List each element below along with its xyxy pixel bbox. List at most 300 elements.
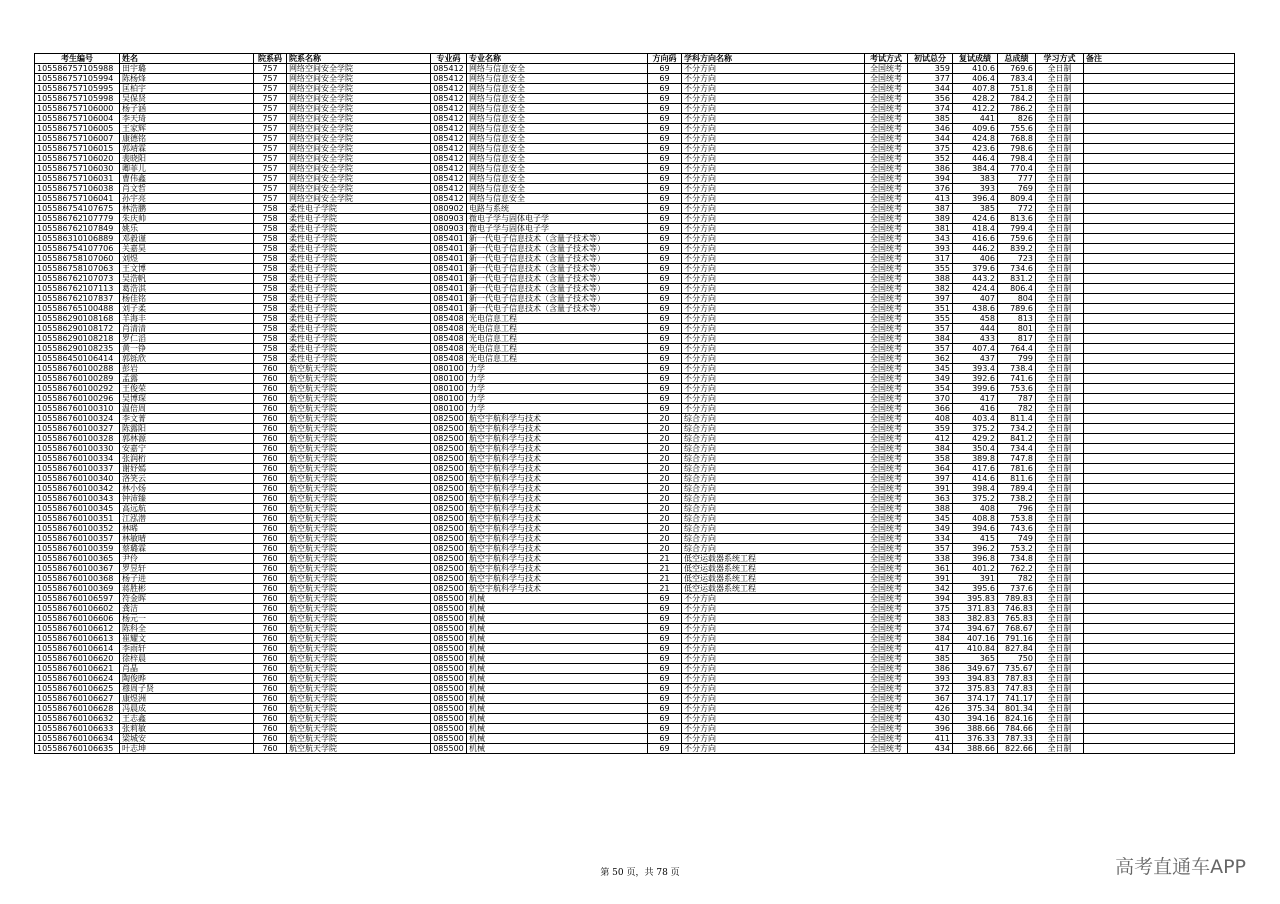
table-row — [35, 614, 1235, 624]
table-cell: 全国统考 — [865, 464, 908, 474]
table-cell: 全国统考 — [865, 454, 908, 464]
table-row — [35, 734, 1235, 744]
table-cell: 全日制 — [1036, 574, 1084, 584]
table-cell: 804 — [998, 294, 1036, 304]
table-cell: 105586760106612 — [35, 624, 120, 634]
table-cell: 20 — [648, 494, 682, 504]
table-cell: 航空航天学院 — [287, 644, 431, 654]
table-row — [35, 414, 1235, 424]
table-cell: 光电信息工程 — [467, 354, 648, 364]
table-cell: 085500 — [431, 604, 467, 614]
table-cell: 446.4 — [953, 154, 998, 164]
table-cell: 105586760100327 — [35, 424, 120, 434]
table-cell: 全日制 — [1036, 254, 1084, 264]
table-cell: 399.6 — [953, 384, 998, 394]
table-cell: 69 — [648, 364, 682, 374]
table-cell: 航空航天学院 — [287, 474, 431, 484]
table-cell: 网络与信息安全 — [467, 104, 648, 114]
table-cell: 航空航天学院 — [287, 494, 431, 504]
table-cell: 760 — [254, 484, 287, 494]
table-cell: 机械 — [467, 704, 648, 714]
table-cell: 105586760100289 — [35, 374, 120, 384]
table-cell: 不分方向 — [682, 124, 865, 134]
table-cell — [1084, 554, 1235, 564]
table-cell: 力学 — [467, 384, 648, 394]
table-cell: 741.6 — [998, 374, 1036, 384]
table-cell: 757 — [254, 174, 287, 184]
table-cell: 753.8 — [998, 514, 1036, 524]
table-cell: 375.2 — [953, 424, 998, 434]
table-cell: 柔性电子学院 — [287, 294, 431, 304]
table-cell — [1084, 534, 1235, 544]
table-cell: 全日制 — [1036, 684, 1084, 694]
table-cell: 陈科全 — [120, 624, 254, 634]
table-cell: 网络与信息安全 — [467, 164, 648, 174]
table-cell: 69 — [648, 264, 682, 274]
table-cell: 全国统考 — [865, 204, 908, 214]
table-cell: 光电信息工程 — [467, 324, 648, 334]
table-cell: 085500 — [431, 594, 467, 604]
table-cell — [1084, 654, 1235, 664]
table-cell: 105586760100367 — [35, 564, 120, 574]
table-row — [35, 554, 1235, 564]
table-cell: 783.4 — [998, 74, 1036, 84]
table-cell: 69 — [648, 204, 682, 214]
table-cell: 334 — [908, 534, 953, 544]
col-header: 考试方式 — [865, 54, 908, 64]
table-cell: 柔性电子学院 — [287, 314, 431, 324]
table-row — [35, 654, 1235, 664]
table-cell: 760 — [254, 534, 287, 544]
table-cell: 全日制 — [1036, 164, 1084, 174]
table-cell: 349.67 — [953, 664, 998, 674]
table-cell: 龚洁 — [120, 604, 254, 614]
table-cell: 航空宇航科学与技术 — [467, 534, 648, 544]
table-cell: 全国统考 — [865, 294, 908, 304]
table-cell: 全日制 — [1036, 204, 1084, 214]
table-cell: 395.6 — [953, 584, 998, 594]
table-cell: 085500 — [431, 634, 467, 644]
table-cell: 386 — [908, 664, 953, 674]
table-cell: 801 — [998, 324, 1036, 334]
col-header: 备注 — [1084, 54, 1235, 64]
table-cell: 全国统考 — [865, 744, 908, 754]
table-cell: 760 — [254, 374, 287, 384]
table-cell — [1084, 414, 1235, 424]
table-cell: 全日制 — [1036, 494, 1084, 504]
table-row — [35, 224, 1235, 234]
table-cell: 全日制 — [1036, 424, 1084, 434]
table-cell: 758 — [254, 264, 287, 274]
table-cell: 414.6 — [953, 474, 998, 484]
table-cell: 408.8 — [953, 514, 998, 524]
table-cell: 786.2 — [998, 104, 1036, 114]
table-cell: 网络空间安全学院 — [287, 154, 431, 164]
table-row — [35, 664, 1235, 674]
table-cell: 375.34 — [953, 704, 998, 714]
table-cell: 梁城安 — [120, 734, 254, 744]
table-cell: 全国统考 — [865, 444, 908, 454]
table-cell: 航空宇航科学与技术 — [467, 554, 648, 564]
table-cell: 69 — [648, 124, 682, 134]
table-cell: 机械 — [467, 644, 648, 654]
table-cell: 全日制 — [1036, 464, 1084, 474]
table-cell — [1084, 394, 1235, 404]
table-cell: 69 — [648, 184, 682, 194]
table-cell: 林浩鹏 — [120, 204, 254, 214]
table-cell: 417.6 — [953, 464, 998, 474]
table-cell: 田宇璐 — [120, 64, 254, 74]
table-row — [35, 364, 1235, 374]
table-cell: 柔性电子学院 — [287, 284, 431, 294]
table-cell: 航空航天学院 — [287, 554, 431, 564]
table-cell: 811.4 — [998, 414, 1036, 424]
table-cell: 352 — [908, 154, 953, 164]
table-cell: 航空宇航科学与技术 — [467, 454, 648, 464]
table-cell — [1084, 274, 1235, 284]
table-cell: 全国统考 — [865, 604, 908, 614]
table-cell: 408 — [908, 414, 953, 424]
table-cell: 全日制 — [1036, 324, 1084, 334]
table-cell — [1084, 444, 1235, 454]
table-cell: 394.67 — [953, 624, 998, 634]
table-cell: 817 — [998, 334, 1036, 344]
table-cell: 085412 — [431, 74, 467, 84]
table-cell: 全国统考 — [865, 94, 908, 104]
table-cell: 全国统考 — [865, 84, 908, 94]
table-cell: 831.2 — [998, 274, 1036, 284]
table-cell: 396.8 — [953, 554, 998, 564]
table-cell: 357 — [908, 544, 953, 554]
table-cell: 782 — [998, 574, 1036, 584]
table-cell: 105586760106627 — [35, 694, 120, 704]
table-cell: 082500 — [431, 444, 467, 454]
table-cell: 航空航天学院 — [287, 514, 431, 524]
table-cell: 760 — [254, 554, 287, 564]
table-cell — [1084, 294, 1235, 304]
table-cell: 航空航天学院 — [287, 674, 431, 684]
table-cell: 综合方向 — [682, 514, 865, 524]
table-cell: 416.6 — [953, 234, 998, 244]
table-row — [35, 494, 1235, 504]
table-cell — [1084, 514, 1235, 524]
table-cell: 446.2 — [953, 244, 998, 254]
table-cell: 不分方向 — [682, 744, 865, 754]
table-cell: 综合方向 — [682, 484, 865, 494]
table-cell — [1084, 134, 1235, 144]
table-cell: 全国统考 — [865, 264, 908, 274]
table-cell: 317 — [908, 254, 953, 264]
table-cell: 388.66 — [953, 744, 998, 754]
table-cell: 20 — [648, 534, 682, 544]
table-cell: 813 — [998, 314, 1036, 324]
table-cell: 782 — [998, 404, 1036, 414]
table-cell: 全国统考 — [865, 174, 908, 184]
table-cell: 全日制 — [1036, 84, 1084, 94]
table-cell: 航空宇航科学与技术 — [467, 484, 648, 494]
table-cell — [1084, 124, 1235, 134]
table-cell: 105586762107073 — [35, 274, 120, 284]
table-cell — [1084, 734, 1235, 744]
table-cell: 760 — [254, 414, 287, 424]
table-cell: 772 — [998, 204, 1036, 214]
table-cell: 网络空间安全学院 — [287, 114, 431, 124]
table-cell: 不分方向 — [682, 104, 865, 114]
table-cell: 406 — [953, 254, 998, 264]
table-cell: 082500 — [431, 504, 467, 514]
table-cell: 冯晨成 — [120, 704, 254, 714]
table-cell: 364 — [908, 464, 953, 474]
table-cell: 全日制 — [1036, 394, 1084, 404]
table-row — [35, 204, 1235, 214]
table-cell: 全日制 — [1036, 614, 1084, 624]
table-cell: 760 — [254, 654, 287, 664]
table-cell: 105586757105994 — [35, 74, 120, 84]
table-cell: 370 — [908, 394, 953, 404]
table-cell: 105586760106632 — [35, 714, 120, 724]
table-cell: 388.66 — [953, 724, 998, 734]
table-cell: 69 — [648, 334, 682, 344]
table-cell: 裴晓阳 — [120, 154, 254, 164]
table-cell: 安嘉宁 — [120, 444, 254, 454]
table-cell: 彭岩 — [120, 364, 254, 374]
table-cell: 低空运载器系统工程 — [682, 574, 865, 584]
table-cell: 784.66 — [998, 724, 1036, 734]
table-cell: 航空航天学院 — [287, 624, 431, 634]
table-cell: 不分方向 — [682, 64, 865, 74]
table-cell: 低空运载器系统工程 — [682, 564, 865, 574]
table-cell: 综合方向 — [682, 424, 865, 434]
table-cell: 105586760100357 — [35, 534, 120, 544]
table-cell: 757 — [254, 154, 287, 164]
table-cell: 69 — [648, 84, 682, 94]
table-cell: 750 — [998, 654, 1036, 664]
table-cell: 航空航天学院 — [287, 434, 431, 444]
table-cell: 760 — [254, 384, 287, 394]
table-cell: 综合方向 — [682, 444, 865, 454]
table-row — [35, 144, 1235, 154]
table-cell: 424.6 — [953, 214, 998, 224]
table-cell: 网络空间安全学院 — [287, 94, 431, 104]
table-cell: 085412 — [431, 194, 467, 204]
table-cell: 不分方向 — [682, 594, 865, 604]
table-cell: 全日制 — [1036, 714, 1084, 724]
table-cell: 391 — [908, 574, 953, 584]
table-cell: 全日制 — [1036, 604, 1084, 614]
table-cell: 全国统考 — [865, 544, 908, 554]
table-cell: 柔性电子学院 — [287, 274, 431, 284]
table-cell: 航空宇航科学与技术 — [467, 424, 648, 434]
table-row — [35, 344, 1235, 354]
table-cell: 085500 — [431, 744, 467, 754]
table-cell: 叶志坤 — [120, 744, 254, 754]
table-cell: 759.6 — [998, 234, 1036, 244]
table-cell: 69 — [648, 154, 682, 164]
table-cell: 罗仁滔 — [120, 334, 254, 344]
table-cell: 085408 — [431, 344, 467, 354]
table-cell: 813.6 — [998, 214, 1036, 224]
table-cell: 陈露阳 — [120, 424, 254, 434]
table-row — [35, 334, 1235, 344]
table-cell: 770.4 — [998, 164, 1036, 174]
table-cell: 393.4 — [953, 364, 998, 374]
table-cell: 105586762107113 — [35, 284, 120, 294]
table-cell: 105586757105998 — [35, 94, 120, 104]
table-cell: 734.4 — [998, 444, 1036, 454]
table-cell: 760 — [254, 454, 287, 464]
table-cell: 江泓潜 — [120, 514, 254, 524]
table-cell: 机械 — [467, 654, 648, 664]
table-row — [35, 584, 1235, 594]
table-cell: 105586757106030 — [35, 164, 120, 174]
table-cell: 444 — [953, 324, 998, 334]
table-cell: 105586757106015 — [35, 144, 120, 154]
table-row — [35, 454, 1235, 464]
table-cell: 809.4 — [998, 194, 1036, 204]
table-cell: 105586760100337 — [35, 464, 120, 474]
table-cell — [1084, 334, 1235, 344]
table-cell: 789.4 — [998, 484, 1036, 494]
table-cell: 全日制 — [1036, 474, 1084, 484]
table-cell: 757 — [254, 184, 287, 194]
table-cell: 746.83 — [998, 604, 1036, 614]
table-cell: 肖文哲 — [120, 184, 254, 194]
table-cell: 080100 — [431, 364, 467, 374]
table-cell: 407.16 — [953, 634, 998, 644]
table-cell: 杨佳铭 — [120, 294, 254, 304]
table-cell: 351 — [908, 304, 953, 314]
table-cell: 105586760106628 — [35, 704, 120, 714]
table-cell: 105586757106041 — [35, 194, 120, 204]
table-row — [35, 64, 1235, 74]
table-cell: 综合方向 — [682, 454, 865, 464]
table-cell: 不分方向 — [682, 204, 865, 214]
table-cell: 105586760100369 — [35, 584, 120, 594]
table-row — [35, 504, 1235, 514]
table-cell: 不分方向 — [682, 274, 865, 284]
table-cell — [1084, 144, 1235, 154]
table-cell: 不分方向 — [682, 374, 865, 384]
table-cell: 734.6 — [998, 264, 1036, 274]
table-cell — [1084, 744, 1235, 754]
table-cell: 105586760100343 — [35, 494, 120, 504]
table-cell: 全日制 — [1036, 304, 1084, 314]
table-cell: 机械 — [467, 624, 648, 634]
table-row — [35, 314, 1235, 324]
table-cell: 柔性电子学院 — [287, 214, 431, 224]
table-cell: 孟露 — [120, 374, 254, 384]
table-row — [35, 714, 1235, 724]
table-cell: 437 — [953, 354, 998, 364]
table-cell: 王家辉 — [120, 124, 254, 134]
table-cell: 085401 — [431, 264, 467, 274]
table-cell: 349 — [908, 524, 953, 534]
table-cell: 全国统考 — [865, 334, 908, 344]
table-cell: 367 — [908, 694, 953, 704]
table-cell — [1084, 194, 1235, 204]
table-cell: 824.16 — [998, 714, 1036, 724]
table-cell: 760 — [254, 434, 287, 444]
table-cell: 789.83 — [998, 594, 1036, 604]
table-cell: 全国统考 — [865, 584, 908, 594]
table-cell: 20 — [648, 474, 682, 484]
table-cell: 085412 — [431, 144, 467, 154]
table-cell: 105586760106621 — [35, 664, 120, 674]
table-cell: 20 — [648, 414, 682, 424]
table-cell: 航空航天学院 — [287, 584, 431, 594]
table-cell: 全国统考 — [865, 254, 908, 264]
table-cell: 航空宇航科学与技术 — [467, 444, 648, 454]
table-row — [35, 684, 1235, 694]
table-cell: 全国统考 — [865, 304, 908, 314]
table-cell: 网络与信息安全 — [467, 74, 648, 84]
table-cell: 760 — [254, 664, 287, 674]
table-cell: 407.4 — [953, 344, 998, 354]
table-cell: 李雨轩 — [120, 644, 254, 654]
table-cell: 762.2 — [998, 564, 1036, 574]
table-cell: 全日制 — [1036, 214, 1084, 224]
table-cell: 全国统考 — [865, 414, 908, 424]
table-cell: 全日制 — [1036, 434, 1084, 444]
table-cell: 全国统考 — [865, 394, 908, 404]
table-cell: 082500 — [431, 474, 467, 484]
table-cell: 760 — [254, 624, 287, 634]
table-cell: 105586760100345 — [35, 504, 120, 514]
table-cell: 760 — [254, 514, 287, 524]
table-cell: 新一代电子信息技术（含量子技术等） — [467, 304, 648, 314]
table-cell: 光电信息工程 — [467, 334, 648, 344]
table-cell: 396.2 — [953, 544, 998, 554]
table-cell: 全国统考 — [865, 524, 908, 534]
col-header: 专业名称 — [467, 54, 648, 64]
table-cell: 082500 — [431, 454, 467, 464]
table-cell: 757 — [254, 114, 287, 124]
table-cell: 371.83 — [953, 604, 998, 614]
table-cell: 105586760106614 — [35, 644, 120, 654]
table-cell: 757 — [254, 134, 287, 144]
table-cell: 网络与信息安全 — [467, 194, 648, 204]
table-cell: 康煜洲 — [120, 694, 254, 704]
table-cell: 力学 — [467, 394, 648, 404]
table-cell — [1084, 344, 1235, 354]
table-cell: 网络空间安全学院 — [287, 84, 431, 94]
table-cell: 105586760106634 — [35, 734, 120, 744]
table-cell — [1084, 204, 1235, 214]
table-cell: 758 — [254, 224, 287, 234]
table-cell: 新一代电子信息技术（含量子技术等） — [467, 244, 648, 254]
table-cell — [1084, 544, 1235, 554]
table-cell: 全国统考 — [865, 614, 908, 624]
table-row — [35, 234, 1235, 244]
table-cell: 758 — [254, 284, 287, 294]
table-cell: 69 — [648, 94, 682, 104]
table-cell: 全日制 — [1036, 624, 1084, 634]
table-cell: 811.6 — [998, 474, 1036, 484]
table-cell — [1084, 234, 1235, 244]
table-cell: 105586760100296 — [35, 394, 120, 404]
table-cell: 卿菲儿 — [120, 164, 254, 174]
table-cell: 769 — [998, 184, 1036, 194]
table-cell: 410.84 — [953, 644, 998, 654]
table-cell: 全国统考 — [865, 654, 908, 664]
table-cell: 不分方向 — [682, 364, 865, 374]
table-cell: 不分方向 — [682, 224, 865, 234]
table-cell: 全国统考 — [865, 214, 908, 224]
table-row — [35, 184, 1235, 194]
table-cell: 微电子学与固体电子学 — [467, 224, 648, 234]
table-cell: 757 — [254, 194, 287, 204]
table-cell — [1084, 694, 1235, 704]
